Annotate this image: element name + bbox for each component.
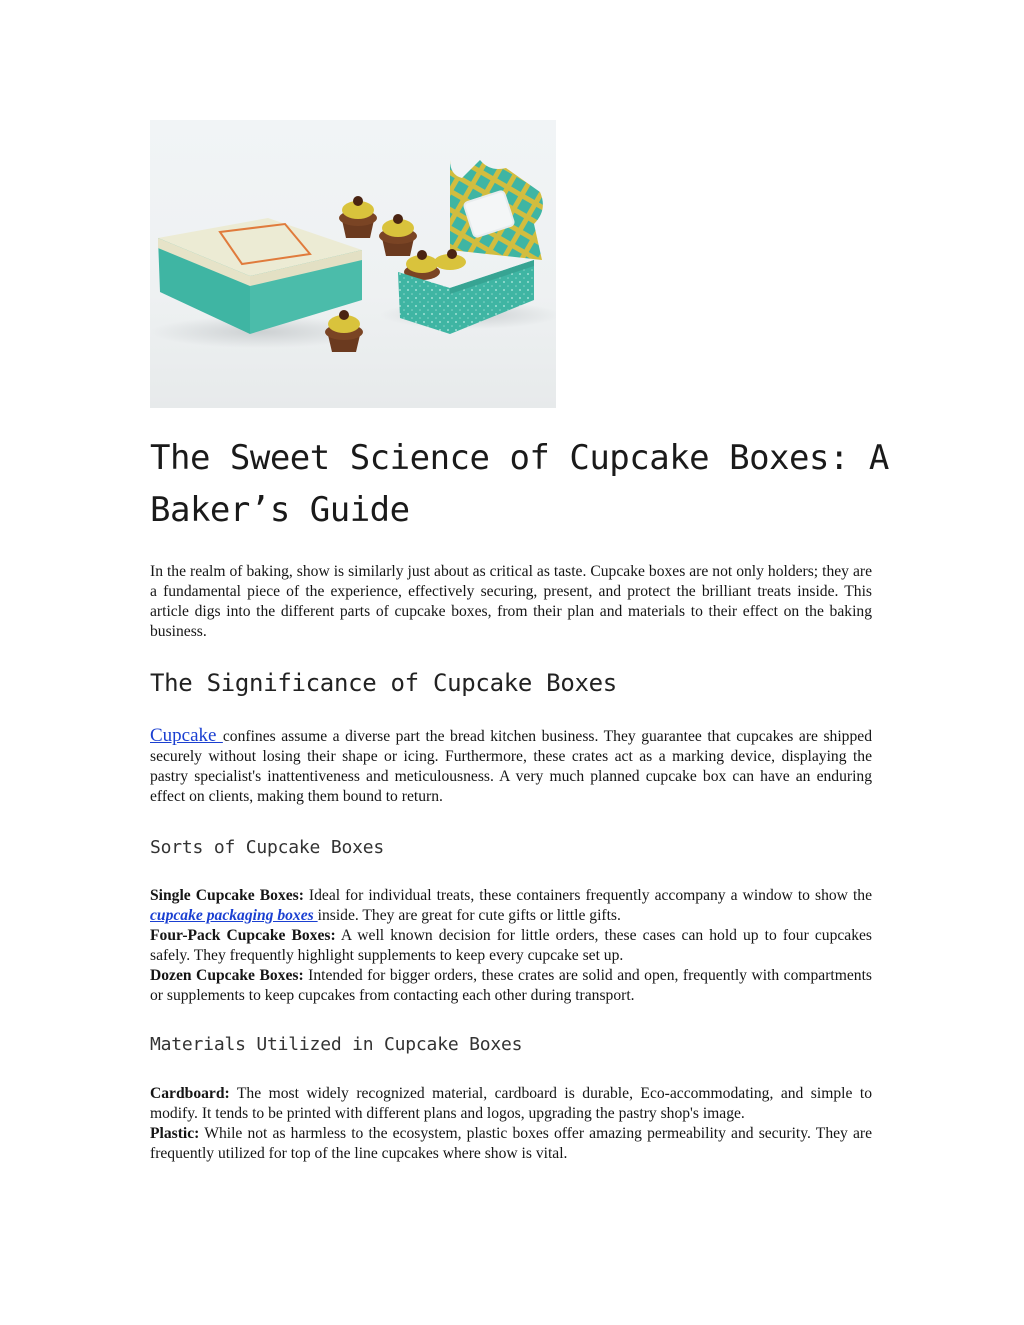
cupcake bbox=[325, 310, 363, 352]
item-label: Single Cupcake Boxes: bbox=[150, 887, 304, 904]
cupcake bbox=[339, 196, 377, 238]
item-label: Cardboard: bbox=[150, 1085, 230, 1102]
cupcake bbox=[379, 214, 417, 256]
item-text: Ideal for individual treats, these containers frequently accompany a window to show the bbox=[303, 887, 872, 904]
item-text: A well known decision for little orders, these cases can hold up to four cupcakes safely. They frequently highlight supplements to keep every cupcake set up. bbox=[150, 927, 872, 964]
intro-paragraph: In the realm of baking, show is similarly just about as critical as taste. Cupcake boxes are not only holders; they are a fundamental piece of the experience, effectively securing, present, and protect the brilliant treats inside. This article digs into the different parts of cupcake boxes, from their plan and materials to their effect on the baking business. bbox=[150, 563, 872, 640]
item-text: Intended for bigger orders, these crates are solid and open, frequently with compartments or supplements to keep cupcakes from contacting each other during transport. bbox=[150, 967, 872, 1004]
closed-cupcake-box bbox=[158, 218, 362, 334]
section-heading-materials: Materials Utilized in Cupcake Boxes bbox=[150, 1034, 523, 1055]
item-label: Plastic: bbox=[150, 1125, 200, 1142]
significance-paragraph bbox=[150, 726, 872, 807]
item-text: inside. They are great for cute gifts or little gifts. bbox=[317, 907, 621, 924]
list-item-plastic bbox=[150, 1124, 872, 1164]
cupcake-packaging-boxes-link[interactable]: cupcake packaging boxes bbox=[150, 907, 318, 924]
cupcake-link[interactable]: Cupcake bbox=[150, 725, 223, 746]
section-heading-sorts: Sorts of Cupcake Boxes bbox=[150, 837, 385, 858]
list-item-four-pack bbox=[150, 926, 872, 966]
item-label: Dozen Cupcake Boxes: bbox=[150, 967, 304, 984]
cupcake-boxes-illustration bbox=[150, 120, 556, 408]
list-item-dozen bbox=[150, 966, 872, 1006]
item-text: While not as harmless to the ecosystem, plastic boxes offer amazing permeability and security. They are frequently utilized for top of the line cupcakes where show is vital. bbox=[150, 1125, 872, 1162]
list-item-cardboard bbox=[150, 1084, 872, 1124]
hero-image bbox=[150, 120, 556, 408]
materials-list bbox=[150, 1084, 872, 1164]
significance-body: confines assume a diverse part the bread kitchen business. They guarantee that cupcakes are shipped securely without losing their shape or icing. Furthermore, these crates act as a marking device, displaying the pastry specialist's inattentiveness and meticulousness. A very much planned cupcake box can have an enduring effect on clients, making them bound to return. bbox=[150, 728, 872, 805]
page-title: The Sweet Science of Cupcake Boxes: A Baker’s Guide bbox=[150, 438, 889, 530]
section-heading-significance: The Significance of Cupcake Boxes bbox=[150, 669, 617, 697]
list-item-single bbox=[150, 886, 872, 926]
sorts-list bbox=[150, 886, 872, 1006]
item-label: Four-Pack Cupcake Boxes: bbox=[150, 927, 336, 944]
item-text: The most widely recognized material, cardboard is durable, Eco-accommodating, and simple to modify. It tends to be printed with different plans and logos, upgrading the pastry shop's image. bbox=[150, 1085, 872, 1122]
